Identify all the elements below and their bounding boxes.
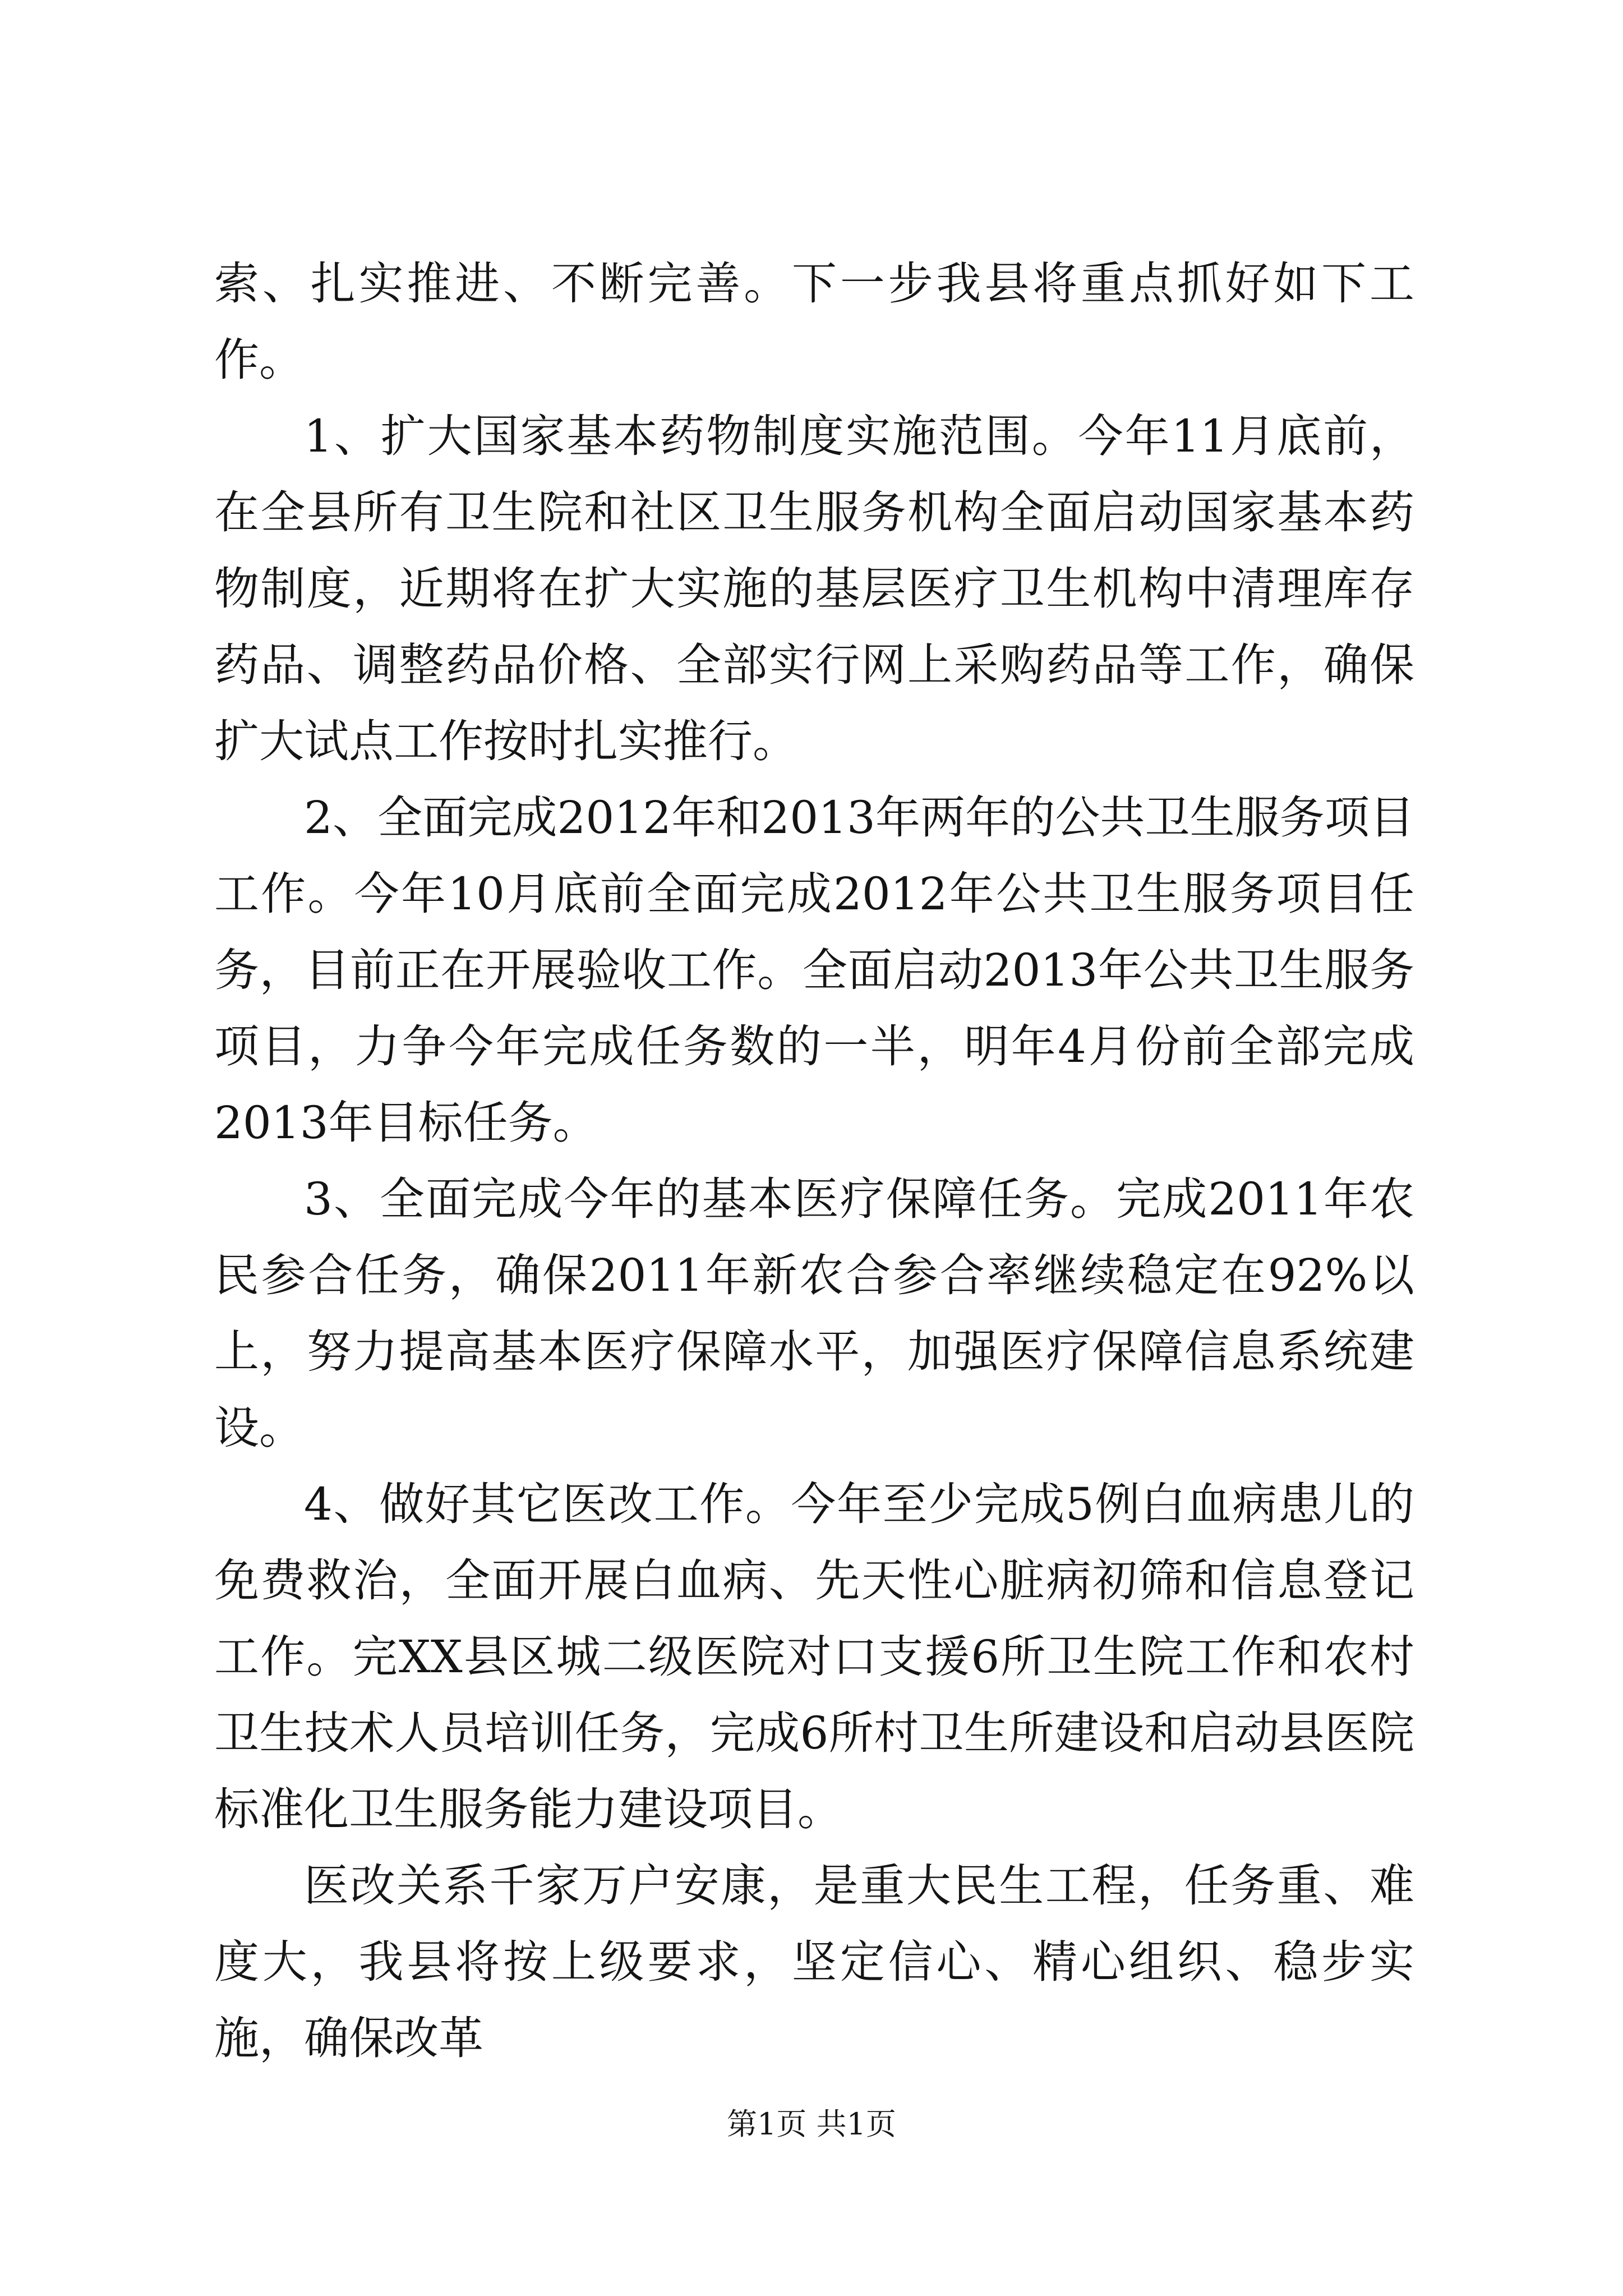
page-footer: 第1页 共1页 (727, 2106, 896, 2142)
paragraph-item-4: 4、做好其它医改工作。今年至少完成5例白血病患儿的免费救治，全面开展白血病、先天性心脏病初筛和信息登记工作。完XX县区城二级医院对口支援6所卫生院工作和农村卫生技术人员培训任务，完成6所村卫生所建设和启动县医院标准化卫生服务能力建设项目。 (214, 1478, 1414, 1835)
paragraph-continuation: 索、扎实推进、不断完善。下一步我县将重点抓好如下工作。 (214, 257, 1414, 386)
paragraph-item-3: 3、全面完成今年的基本医疗保障任务。完成2011年农民参合任务，确保2011年新农合参合率继续稳定在92%以上，努力提高基本医疗保障水平，加强医疗保障信息系统建设。 (214, 1173, 1414, 1454)
paragraph-item-2: 2、全面完成2012年和2013年两年的公共卫生服务项目工作。今年10月底前全面完成2012年公共卫生服务项目任务，目前正在开展验收工作。全面启动2013年公共卫生服务项目，力争今年完成任务数的一半，明年4月份前全部完成2013年目标任务。 (214, 792, 1414, 1149)
paragraph-item-1: 1、扩大国家基本药物制度实施范围。今年11月底前，在全县所有卫生院和社区卫生服务机构全面启动国家基本药物制度，近期将在扩大实施的基层医疗卫生机构中清理库存药品、调整药品价格、全部实行网上采购药品等工作，确保扩大试点工作按时扎实推行。 (214, 410, 1414, 767)
document-body (214, 246, 1414, 2077)
paragraph-conclusion: 医改关系千家万户安康，是重大民生工程，任务重、难度大，我县将按上级要求，坚定信心、精心组织、稳步实施，确保改革 (214, 1860, 1414, 2064)
